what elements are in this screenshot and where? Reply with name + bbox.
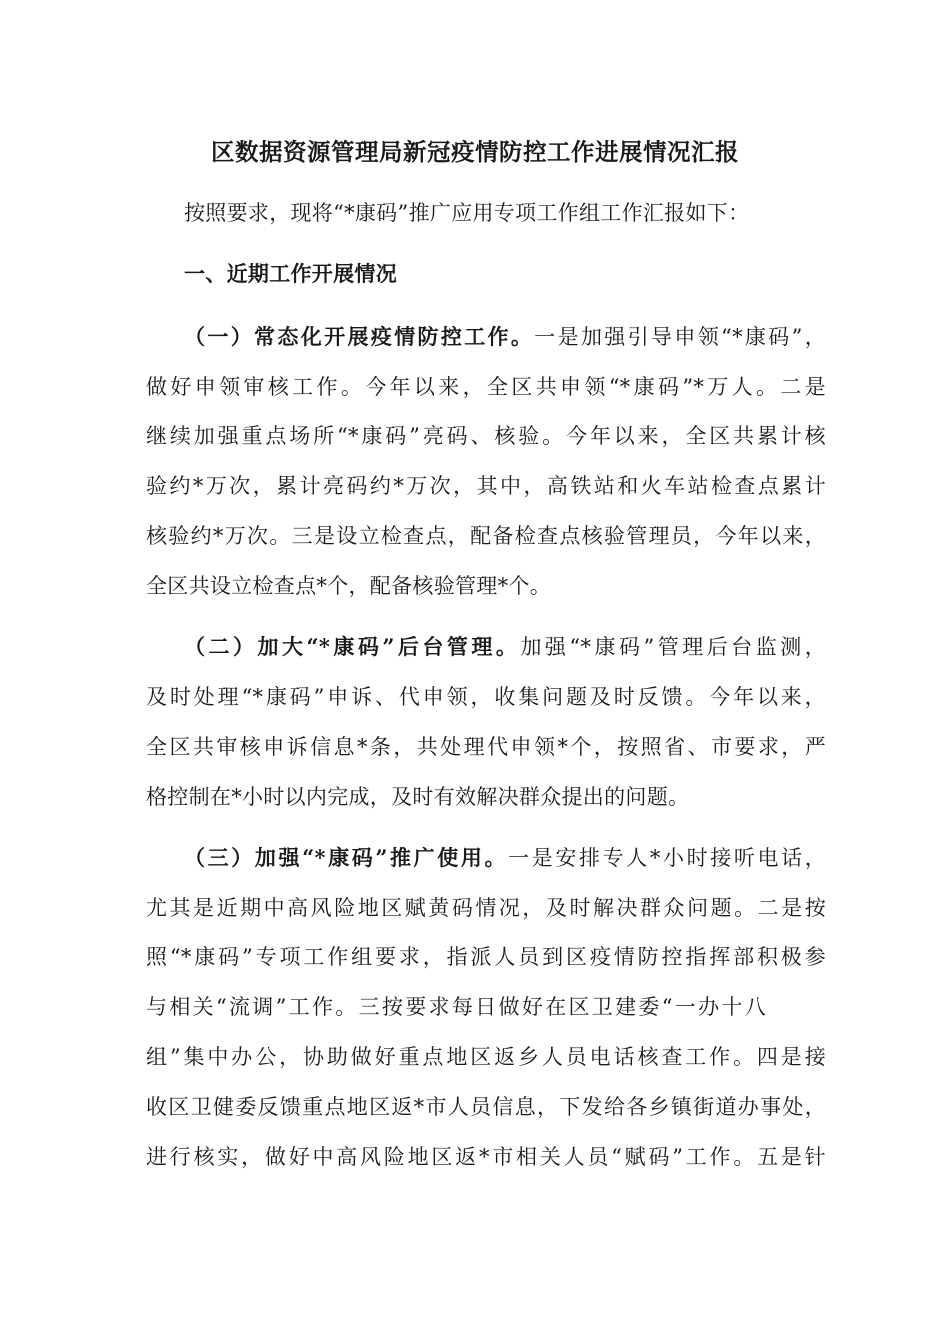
paragraph-3-line-1 (184, 838, 826, 878)
paragraph-3-line-3: 照“*康码”专项工作组要求，指派人员到区疫情防控指挥部积极参 (146, 945, 826, 969)
paragraph-1-line-2: 做好申领审核工作。今年以来，全区共申领“*康码”*万人。二是 (146, 375, 826, 399)
paragraph-1-line-5: 核验约*万次。三是设立检查点，配备检查点核验管理员，今年以来， (146, 524, 826, 548)
intro-paragraph: 按照要求，现将“*康码”推广应用专项工作组工作汇报如下： (184, 201, 750, 225)
paragraph-1-lead: （一）常态化开展疫情防控工作。 (184, 324, 535, 349)
paragraph-1-line-4: 验约*万次，累计亮码约*万次，其中，高铁站和火车站检查点累计 (146, 474, 826, 498)
paragraph-2-lead: （二）加大“*康码”后台管理。 (184, 634, 521, 659)
paragraph-3-lead: （三）加强“*康码”推广使用。 (184, 845, 509, 870)
paragraph-2-line-2: 及时处理“*康码”申诉、代申领，收集问题及时反馈。今年以来， (146, 685, 826, 709)
paragraph-2-line-1 (184, 627, 826, 667)
paragraph-2-line-1-text: 加强“*康码”管理后台监测， (520, 635, 827, 659)
paragraph-3-line-6: 收区卫健委反馈重点地区返*市人员信息，下发给各乡镇街道办事处， (146, 1095, 826, 1119)
section-heading: 一、近期工作开展情况 (184, 261, 397, 286)
paragraph-1-line-1 (184, 317, 826, 357)
paragraph-2-line-4: 格控制在*小时以内完成，及时有效解决群众提出的问题。 (146, 785, 690, 809)
paragraph-1-line-6: 全区共设立检查点*个，配备核验管理*个。 (146, 574, 551, 598)
paragraph-3-line-4: 与相关“流调”工作。三按要求每日做好在区卫建委“一办十八 (146, 995, 766, 1019)
paragraph-1-line-1-text: 一是加强引导申领“*康码”， (534, 325, 827, 349)
paragraph-2-line-3: 全区共审核申诉信息*条，共处理代申领*个，按照省、市要求，严 (146, 735, 826, 759)
paragraph-1-line-3: 继续加强重点场所“*康码”亮码、核验。今年以来，全区共累计核 (146, 424, 826, 448)
paragraph-3-line-1-text: 一是安排专人*小时接听电话， (508, 846, 827, 870)
paragraph-3-line-2: 尤其是近期中高风险地区赋黄码情况，及时解决群众问题。二是按 (146, 896, 826, 920)
document-title: 区数据资源管理局新冠疫情防控工作进展情况汇报 (211, 138, 739, 166)
paragraph-3-line-7: 进行核实，做好中高风险地区返*市相关人员“赋码”工作。五是针 (146, 1145, 826, 1169)
paragraph-3-line-5: 组”集中办公，协助做好重点地区返乡人员电话核查工作。四是接 (146, 1045, 826, 1069)
